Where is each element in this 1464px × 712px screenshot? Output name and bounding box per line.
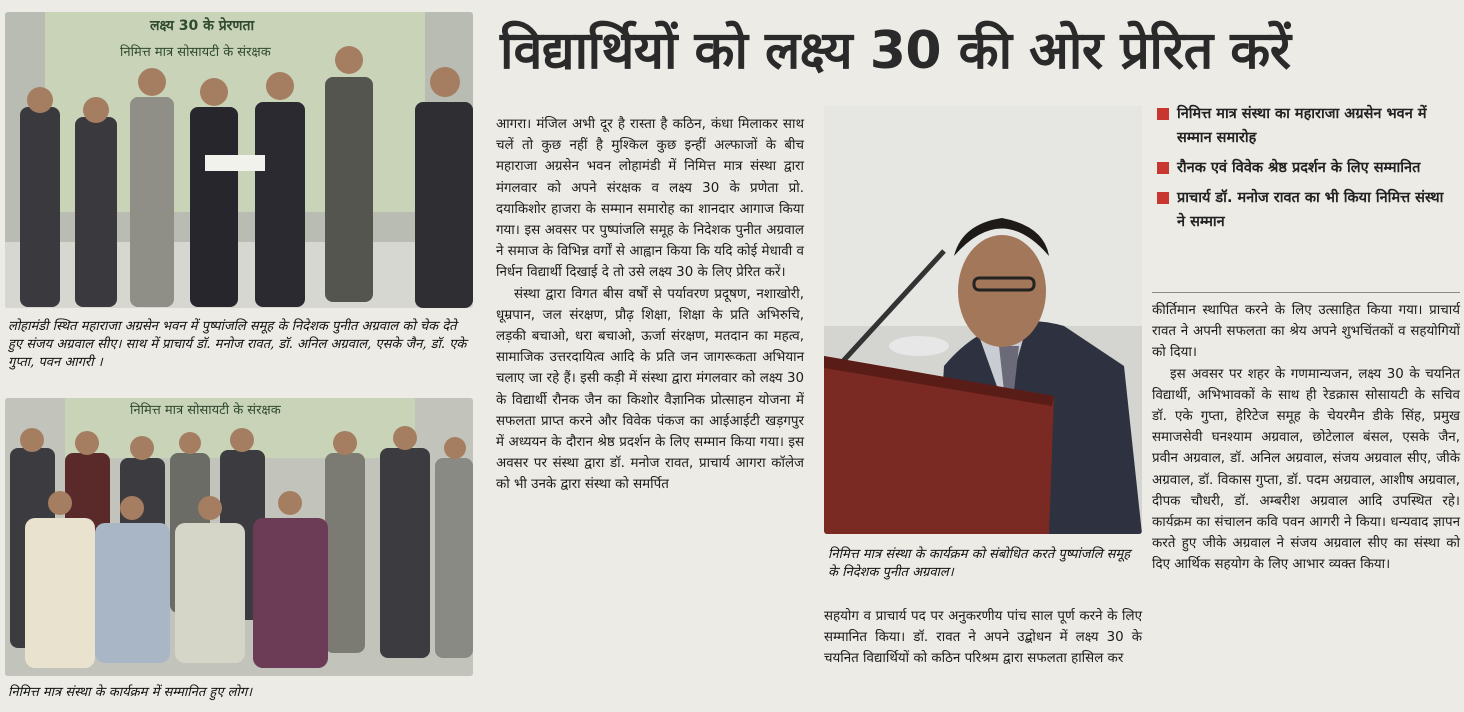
article-paragraph: इस अवसर पर शहर के गणमान्यजन, लक्ष्य 30 के चयनित विद्यार्थी, अभिभावकों के साथ ही रेडक्रास सोसायटी के सचिव डॉ. एके गुप्ता, हेरिटेज समूह के चेयरमैन डीके सिंह, प्रमुख समाजसेवी घनश्याम अग्रवाल, छोटेलाल बंसल, एसके जैन, प्रवीन अग्रवाल, डॉ. अनिल अग्रवाल, संजय अग्रवाल सीए, जीके अग्रवाल, डॉ. विकास गुप्ता, डॉ. पदम अग्रवाल, आशीष अग्रवाल, दीपक चौधरी, डॉ. अम्बरीश अग्रवाल आदि उपस्थित रहे। कार्यक्रम का संचालन कवि पवन आगरी ने किया। धन्यवाद ज्ञापन करते हुए जीके अग्रवाल ने संजय अग्रवाल सीए का संस्था को दिए आर्थिक सहयोग के लिए आभार व्यक्त किया।: [1152, 366, 1460, 573]
highlight-item: रौनक एवं विवेक श्रेष्ठ प्रदर्शन के लिए सम्मानित: [1155, 156, 1455, 180]
article-column-2: [824, 606, 1142, 670]
bullet-square-icon: [1157, 162, 1169, 174]
article-paragraph: संस्था द्वारा विगत बीस वर्षों से पर्यावरण प्रदूषण, नशाखोरी, धूम्रपान, जल संरक्षण, प्रौढ़ शिक्षा, शिक्षा के प्रति अभिरुचि, लड़की बचाओ, धरा बचाओ, ऊर्जा संरक्षण, मतदान का महत्व, सामाजिक उत्तरदायित्व आदि के प्रति जन जागरूकता अभियान चलाए जा रहे हैं। इसी कड़ी में संस्था द्वारा मंगलवार को लक्ष्य 30 के विद्यार्थी रौनक जैन का किशोर वैज्ञानिक प्रोत्साहन योजना में सफलता प्राप्त करने और विवेक पंकज का आईआईटी खड़गपुर में अध्ययन के दौरान श्रेष्ठ प्रदर्शन के लिए सम्मान किया गया। इस अवसर पर संस्था द्वारा डॉ. मनोज रावत, प्राचार्य आगरा कॉलेज को भी उनके द्वारा संस्था को समर्पित: [496, 286, 804, 493]
photo-banner-line2: निमित्त मात्र सोसायटी के संरक्षक: [120, 45, 271, 60]
photo-speaker: [824, 106, 1142, 534]
photo-honorees-group: [5, 398, 473, 676]
bullet-square-icon: [1157, 192, 1169, 204]
highlights-list: [1155, 102, 1455, 240]
article-paragraph: कीर्तिमान स्थापित करने के लिए उत्साहित किया गया। प्राचार्य रावत ने अपनी सफलता का श्रेय अपने शुभचिंतकों व सहयोगियों को दिया।: [1152, 303, 1460, 361]
photo-banner-line: निमित्त मात्र सोसायटी के संरक्षक: [130, 403, 281, 418]
article-column-3: [1152, 300, 1460, 576]
photo-banner-line1: लक्ष्य 30 के प्रेरणता: [150, 18, 255, 34]
highlight-item: निमित्त मात्र संस्था का महाराजा अग्रसेन भवन में सम्मान समारोह: [1155, 102, 1455, 150]
photo-caption-bottom: निमित्त मात्र संस्था के कार्यक्रम में सम्मानित हुए लोग।: [8, 685, 253, 700]
photo-caption-center: निमित्त मात्र संस्था के कार्यक्रम को संबोधित करते पुष्पांजलि समूह के निदेशक पुनीत अग्रवाल।: [828, 547, 1131, 580]
photo-cheque-presentation: [5, 12, 473, 308]
photo-caption-top: लोहामंडी स्थित महाराजा अग्रसेन भवन में पुष्पांजलि समूह के निदेशक पुनीत अग्रवाल को चेक देते हुए संजय अग्रवाल सीए। साथ में प्राचार्य डॉ. मनोज रावत, डॉ. अनिल अग्रवाल, एसके जैन, डॉ. एके गुप्ता, पवन आगरी ।: [8, 319, 467, 370]
headline: विद्यार्थियों को लक्ष्य 30 की ओर प्रेरित करें: [500, 21, 1291, 81]
highlight-item: प्राचार्य डॉ. मनोज रावत का भी किया निमित्त संस्था ने सम्मान: [1155, 186, 1455, 234]
article-column-1: [496, 114, 804, 496]
column-divider: [1152, 292, 1460, 293]
bullet-square-icon: [1157, 108, 1169, 120]
article-paragraph: आगरा। मंजिल अभी दूर है रास्ता है कठिन, कंधा मिलाकर साथ चलें तो कुछ नहीं है मुश्किल कुछ इन्हीं अल्फाजों के बीच महाराजा अग्रसेन भवन लोहामंडी में निमित्त मात्र संस्था द्वारा मंगलवार को अपने संरक्षक व लक्ष्य 30 के प्रणेता प्रो. दयाकिशोर हाजरा के सम्मान समारोह का शानदार आगाज किया गया। इस अवसर पर पुष्पांजलि समूह के निदेशक पुनीत अग्रवाल ने समाज के विभिन्न वर्गों से आह्वान किया कि यदि कोई मेधावी व निर्धन विद्यार्थी दिखाई दे तो उसे लक्ष्य 30 के लिए प्रेरित करें।: [496, 117, 804, 281]
article-paragraph: सहयोग व प्राचार्य पद पर अनुकरणीय पांच साल पूर्ण करने के लिए सम्मानित किया। डॉ. रावत ने अपने उद्बोधन में लक्ष्य 30 के चयनित विद्यार्थियों को कठिन परिश्रम द्वारा सफलता हासिल कर: [824, 609, 1142, 667]
